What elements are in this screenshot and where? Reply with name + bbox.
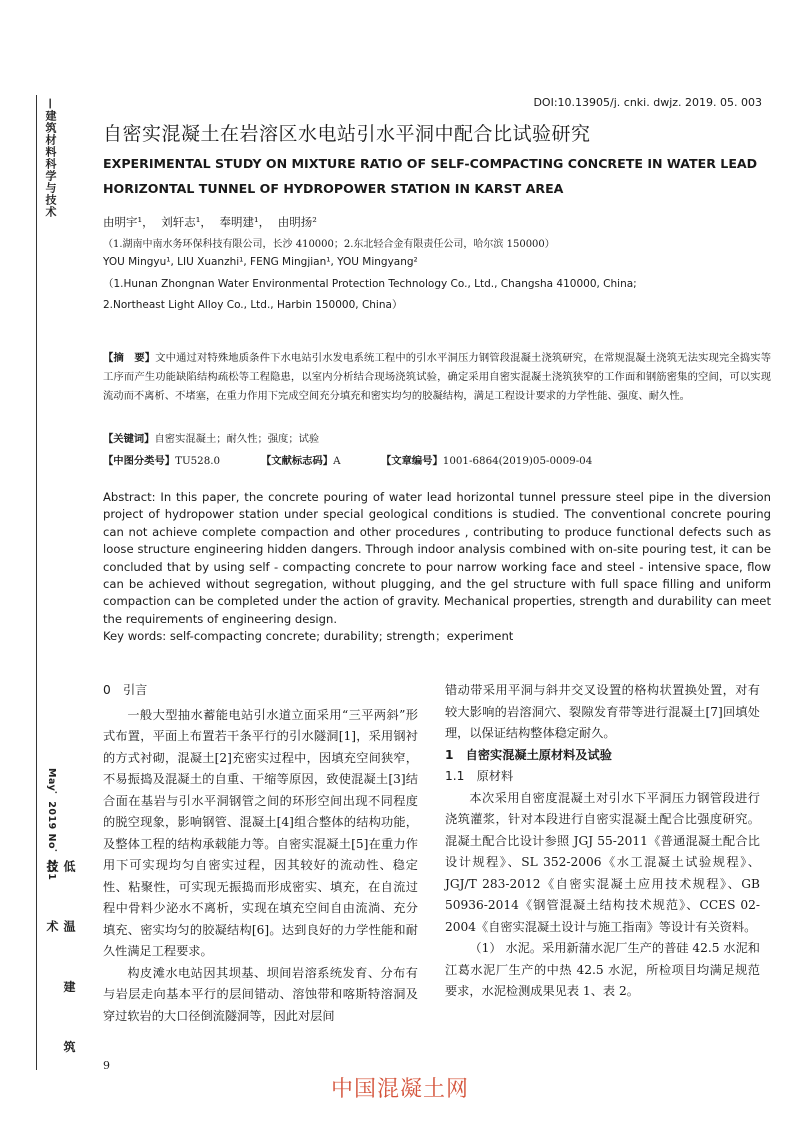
abstract-english: Abstract: In this paper, the concrete pouring of water lead horizontal tunnel pressure steel pipe in the diversion project of hydropower station under special geological conditions is studied. The conventional concrete pouring can not achieve complete compaction and other procedures , contributing to produce functional defects such as loose structure engineering hidden dangers. Through indoor analysis combined with on-site pouring test, it can be concluded that by using self - compacting concrete to pour narrow working face and steel - intensive space, flow can be achieved without segregation, without plugging, and the gel structure with full space filling and uniform compaction can be completed under the action of gravity. Mechanical properties, strength and durability can meet the requirements of engineering design. [103, 490, 771, 626]
document-code-value: A [333, 455, 341, 467]
clc-label: 【中图分类号】 [103, 455, 176, 467]
raw-materials-paragraph-2: （1） 水泥。采用新蒲水泥厂生产的普硅 42.5 水泥和江葛水泥厂生产的中热 42.5 水泥，所检项目均满足规范要求，水泥检测成果见表 1、表 2。 [445, 941, 760, 998]
affiliation-english-2: 2.Northeast Light Alloy Co., Ltd., Harbin 150000, China） [103, 299, 403, 311]
watermark: 中国混凝土网 [330, 1077, 469, 1102]
body-column-right [445, 680, 760, 1003]
clc-value: TU528.0 [175, 455, 221, 467]
intro-paragraph-2: 构皮滩水电站因其坝基、坝间岩溶系统发育、分布有与岩层走向基本平行的层间错动、溶蚀带和喀斯特溶洞及穿过软岩的大口径倒流隧洞等，因此对层间 [103, 965, 418, 1023]
authors-chinese: 由明宇¹， 刘轩志¹， 奉明建¹， 由明扬² [103, 215, 317, 229]
article-number [381, 452, 592, 467]
affiliations-chinese: （1.湖南中南水务环保科技有限公司，长沙 410000；2.东北轻合金有限责任公司，哈尔滨 150000） [103, 239, 555, 250]
doi: DOI:10.13905/j. cnki. dwjz. 2019. 05. 003 [533, 96, 762, 109]
body-column-left [103, 680, 418, 1027]
abstract-chinese-text: 文中通过对特殊地质条件下水电站引水发电系统工程中的引水平洞压力钢管段混凝土浇筑研究，在常规混凝土浇筑无法实现完全捣实等工序而产生功能缺陷结构疏松等工程隐患，以室内分析结合现场浇筑试验，确定采用自密实混凝土浇筑狭窄的工作面和钢筋密集的空间，可以实现流动而不离析、不堵塞，在重力作用下完成空间充分填充和密实均匀的胶凝结构，满足工程设计要求的力学性能、强度、耐久性。 [103, 352, 772, 402]
raw-materials-paragraph-1: 本次采用自密度混凝土对引水下平洞压力钢管段进行浇筑灌浆，针对本段进行自密实混凝土配合比强度研究。混凝土配合比设计参照 JGJ 55-2011《普通混凝土配合比设计规程》、SL 352-2006《水工混凝土试验规程》、JGJ/T 283-2012《自密实混凝土应用技术规程》、GB 50936-2014《钢管混凝土结构技术规范》、CCES 02-2004《自密实混凝土设计与施工指南》等设计有关资料。 [445, 790, 760, 934]
running-journal-name: 低 温 建 筑 技 术 [45, 860, 76, 1075]
section-heading-materials: 1 自密实混凝土原材料及试验 [445, 747, 612, 762]
affiliation-english-1: （1.Hunan Zhongnan Water Environmental Protection Technology Co., Ltd., Changsha 410000, China; [103, 278, 637, 290]
document-code-label: 【文献标志码】 [261, 455, 334, 467]
margin-rule [36, 95, 37, 1070]
document-code [261, 452, 341, 467]
running-issue: May．2019 No．251 [46, 768, 57, 881]
authors-english: YOU Mingyu¹, LIU Xuanzhi¹, FENG Mingjian¹, YOU Mingyang² [103, 256, 418, 268]
article-number-label: 【文章编号】 [381, 455, 443, 467]
running-section-title: —建筑材料科学与技术 [44, 98, 57, 218]
keywords-chinese-text: 自密实混凝土；耐久性；强度；试验 [154, 433, 320, 445]
article-number-value: 1001-6864(2019)05-0009-04 [442, 455, 593, 467]
keywords-label: 【关键词】 [103, 433, 155, 445]
intro-paragraph-2-continued: 错动带采用平洞与斜井交叉设置的格构状置换处置，对有较大影响的岩溶洞穴、裂隙发育带等进行混凝土[7]回填处理，以保证结构整体稳定耐久。 [445, 683, 760, 740]
subsection-heading-raw-materials: 1.1 原材料 [445, 769, 514, 783]
intro-paragraph-1: 一般大型抽水蓄能电站引水道立面采用“三平两斜”形式布置，平面上布置若干条平行的引水隧洞[1]，采用钢衬的方式衬砌，混凝土[2]充密实过程中，因填充空间狭窄，不易振捣及混凝土的自重、干缩等原因，致使混凝土[3]结合面在基岩与引水平洞钢管之间的环形空间出现不同程度的脱空现象，影响钢管、混凝土[4]组合整体的结构功能，及整体工程的结构承载能力等。自密实混凝土[5]在重力作用下可实现均匀自密实过程，因其较好的流动性、稳定性、粘聚性，可实现无振捣而形成密实、填充，在自流过程中骨料少泌水不离析，实现在填充空间自由流淌、充分填充、密实均匀的胶凝结构[6]。达到良好的力学性能和耐久性满足工程要求。 [103, 707, 418, 958]
keywords-english: Key words: self-compacting concrete; durability; strength；experiment [103, 629, 514, 643]
keywords-chinese [103, 430, 319, 445]
abstract-chinese [103, 349, 771, 406]
page-number: 9 [103, 1059, 110, 1072]
title-chinese: 自密实混凝土在岩溶区水电站引水平洞中配合比试验研究 [103, 123, 591, 145]
clc-code [103, 452, 220, 467]
section-heading-intro: 0 引言 [103, 683, 148, 697]
abstract-label: 【摘 要】 [103, 352, 156, 364]
title-english: EXPERIMENTAL STUDY ON MIXTURE RATIO OF SELF-COMPACTING CONCRETE IN WATER LEAD HORIZONTAL TUNNEL OF HYDROPOWER STATION IN KARST AREA [103, 156, 758, 196]
